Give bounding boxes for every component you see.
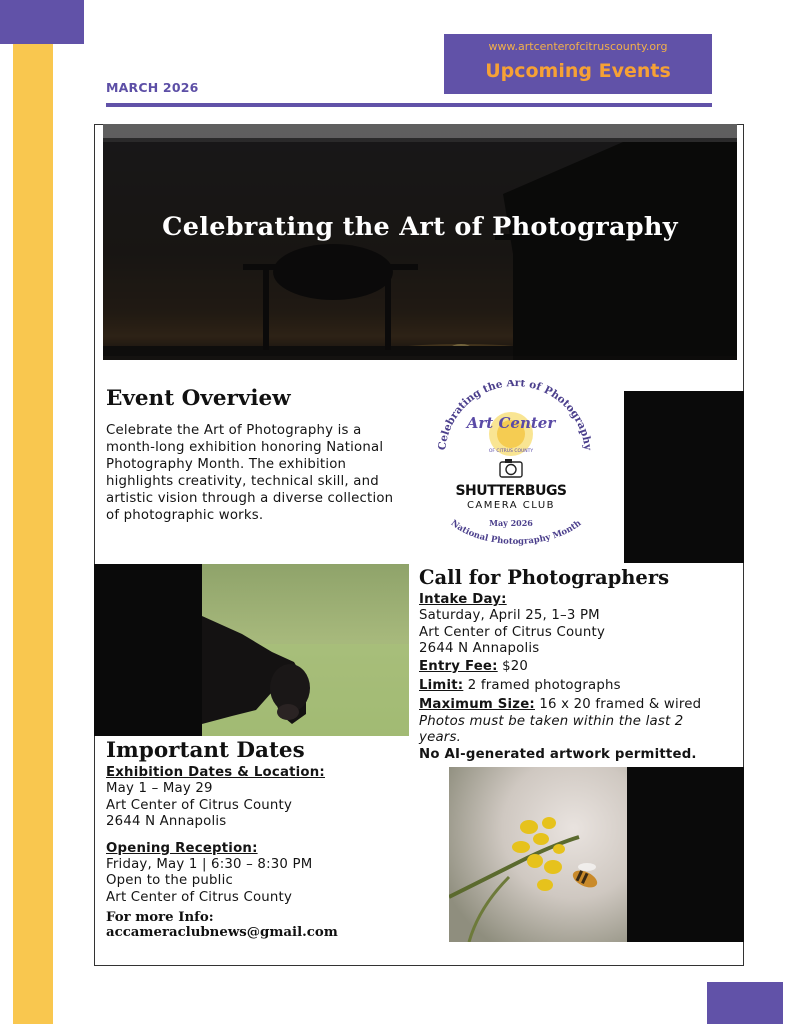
entry-fee-line (419, 659, 735, 675)
overview-heading: Event Overview (106, 386, 291, 411)
hero-banner (103, 124, 737, 360)
header-banner (444, 34, 712, 94)
cow-photo (202, 564, 409, 736)
call-heading: Call for Photographers (419, 566, 670, 589)
hero-title: Celebrating the Art of Photography (162, 212, 678, 242)
exhibit-place: Art Center of Citrus County (106, 797, 293, 813)
purple-corner-block-bottom (707, 982, 783, 1024)
ai-note: No AI-generated artwork permitted. (419, 746, 697, 762)
month-label: MARCH 2026 (106, 80, 199, 95)
reception-label: Opening Reception: (106, 840, 258, 856)
black-accent-block-left (94, 564, 204, 736)
website-link[interactable]: www.artcenterofcitruscounty.org (488, 40, 668, 53)
intake-label: Intake Day: (419, 592, 507, 607)
black-accent-block-right (624, 391, 744, 563)
limit-value: 2 framed photographs (463, 678, 621, 694)
reception-time: Friday, May 1 | 6:30 – 8:30 PM (106, 857, 313, 873)
dates-details (106, 765, 426, 906)
size-line (419, 697, 735, 713)
limit-label: Limit: (419, 678, 464, 694)
logo-club-sub: CAMERA CLUB (466, 500, 556, 511)
event-logo (427, 380, 595, 548)
header-rule (106, 103, 712, 107)
size-value: 16 x 20 framed & wired (534, 697, 702, 713)
exhibit-label: Exhibition Dates & Location: (106, 765, 325, 780)
info-label: For more Info: (106, 910, 214, 925)
section-title: Upcoming Events (485, 60, 671, 82)
intake-date: Saturday, April 25, 1–3 PM (419, 608, 600, 624)
intake-place: Art Center of Citrus County (419, 624, 606, 640)
photo-age-note: Photos must be taken within the last 2 years. (419, 713, 684, 746)
exhibit-address: 2644 N Annapolis (106, 814, 227, 830)
black-accent-block-lower (627, 767, 744, 942)
limit-line (419, 678, 735, 694)
size-label: Maximum Size: (419, 697, 535, 713)
info-email[interactable]: accameraclubnews@gmail.com (106, 925, 338, 940)
exhibit-dates: May 1 – May 29 (106, 781, 213, 797)
reception-public: Open to the public (106, 873, 233, 889)
call-details (419, 592, 735, 763)
overview-text: Celebrate the Art of Photography is a month-long exhibition honoring National Photography Month. The exhibition highlights creativity, technical skill, and artistic vision through a diverse collection of photographic works. (106, 423, 394, 523)
purple-corner-block-top (0, 0, 84, 44)
logo-arc-bottom: National Photography Month (448, 518, 584, 547)
logo-art-center: Art Center (466, 414, 556, 432)
logo-club-name: SHUTTERBUGS (455, 483, 567, 499)
logo-arc-top: Celebrating the Art of Photography (436, 380, 594, 451)
logo-month: May 2026 (489, 518, 533, 528)
hero-title-band (103, 142, 737, 356)
logo-of-citrus: OF CITRUS COUNTY (488, 449, 534, 454)
dates-heading: Important Dates (106, 738, 305, 763)
fee-value: $20 (497, 658, 529, 674)
yellow-side-bar (13, 0, 53, 1024)
intake-address: 2644 N Annapolis (419, 641, 540, 657)
bee-photo (449, 767, 627, 942)
reception-place: Art Center of Citrus County (106, 889, 293, 905)
fee-label: Entry Fee: (419, 658, 498, 674)
camera-icon (500, 459, 522, 477)
